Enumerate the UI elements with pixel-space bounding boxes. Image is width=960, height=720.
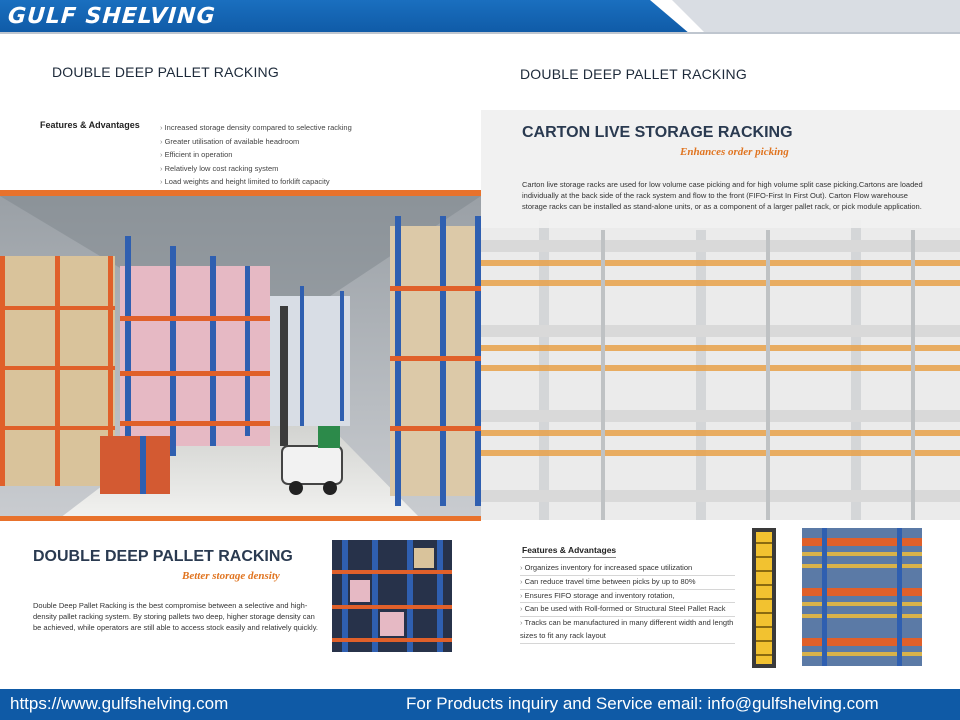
brand-logo-text: GULF SHELVING [7,4,217,29]
list-item: › Load weights and height limited to forklift capacity [160,175,352,189]
left-product-description: Double Deep Pallet Racking is the best compromise between a selective and high-density pallet racking system. By storing pallets two deep, higher storage density can be achieved, while operators are still able to access stock easily and relatively quickly. [33,601,318,632]
orange-divider-bottom [0,516,481,521]
header-bar [0,0,960,34]
double-deep-rack-photo [332,540,452,652]
list-item: › Relatively low cost racking system [160,162,352,176]
footer-bar [0,689,960,720]
list-item: › Organizes inventory for increased space utilization [520,562,735,576]
right-features-title: Features & Advantages [522,545,616,558]
right-features-list [520,562,735,644]
right-product-subtitle: Enhances order picking [680,146,789,158]
list-item: › Greater utilisation of available headroom [160,135,352,149]
list-item: › Can reduce travel time between picks by up to 80% [520,576,735,590]
roller-track-photo [748,528,780,668]
list-item: › Increased storage density compared to selective racking [160,121,352,135]
carton-flow-rack-photo [802,528,922,666]
list-item: › Tracks can be manufactured in many different width and length sizes to fit any rack layout [520,617,735,644]
header-grey-band [672,0,960,34]
header-divider [0,32,960,34]
right-product-description: Carton live storage racks are used for low volume case picking and for high volume split case picking.Cartons are loaded individually at the back side of the rack system and flow to the front (FIFO-First In First Out). Carton Flow warehouse storage racks can be installed as stand-alone units, or as a component of a larger pallet rack, or pick module application. [522,180,923,211]
left-product-subtitle: Better storage density [182,570,280,582]
slide-title-right: DOUBLE DEEP PALLET RACKING [520,66,747,82]
carton-live-racking-photo [481,110,960,520]
list-item: › Efficient in operation [160,148,352,162]
contact-email-text: For Products inquiry and Service email: info@gulfshelving.com [406,694,879,713]
left-product-title: DOUBLE DEEP PALLET RACKING [33,548,293,565]
left-features-title: Features & Advantages [40,120,140,130]
warehouse-racking-photo [0,196,481,518]
list-item: › Can be used with Roll-formed or Structural Steel Pallet Rack [520,603,735,617]
slide-title-left: DOUBLE DEEP PALLET RACKING [52,64,279,80]
list-item: › Ensures FIFO storage and inventory rotation, [520,590,735,604]
website-link[interactable]: https://www.gulfshelving.com [10,694,229,713]
right-product-title: CARTON LIVE STORAGE RACKING [522,124,793,141]
left-features-list [160,121,352,189]
